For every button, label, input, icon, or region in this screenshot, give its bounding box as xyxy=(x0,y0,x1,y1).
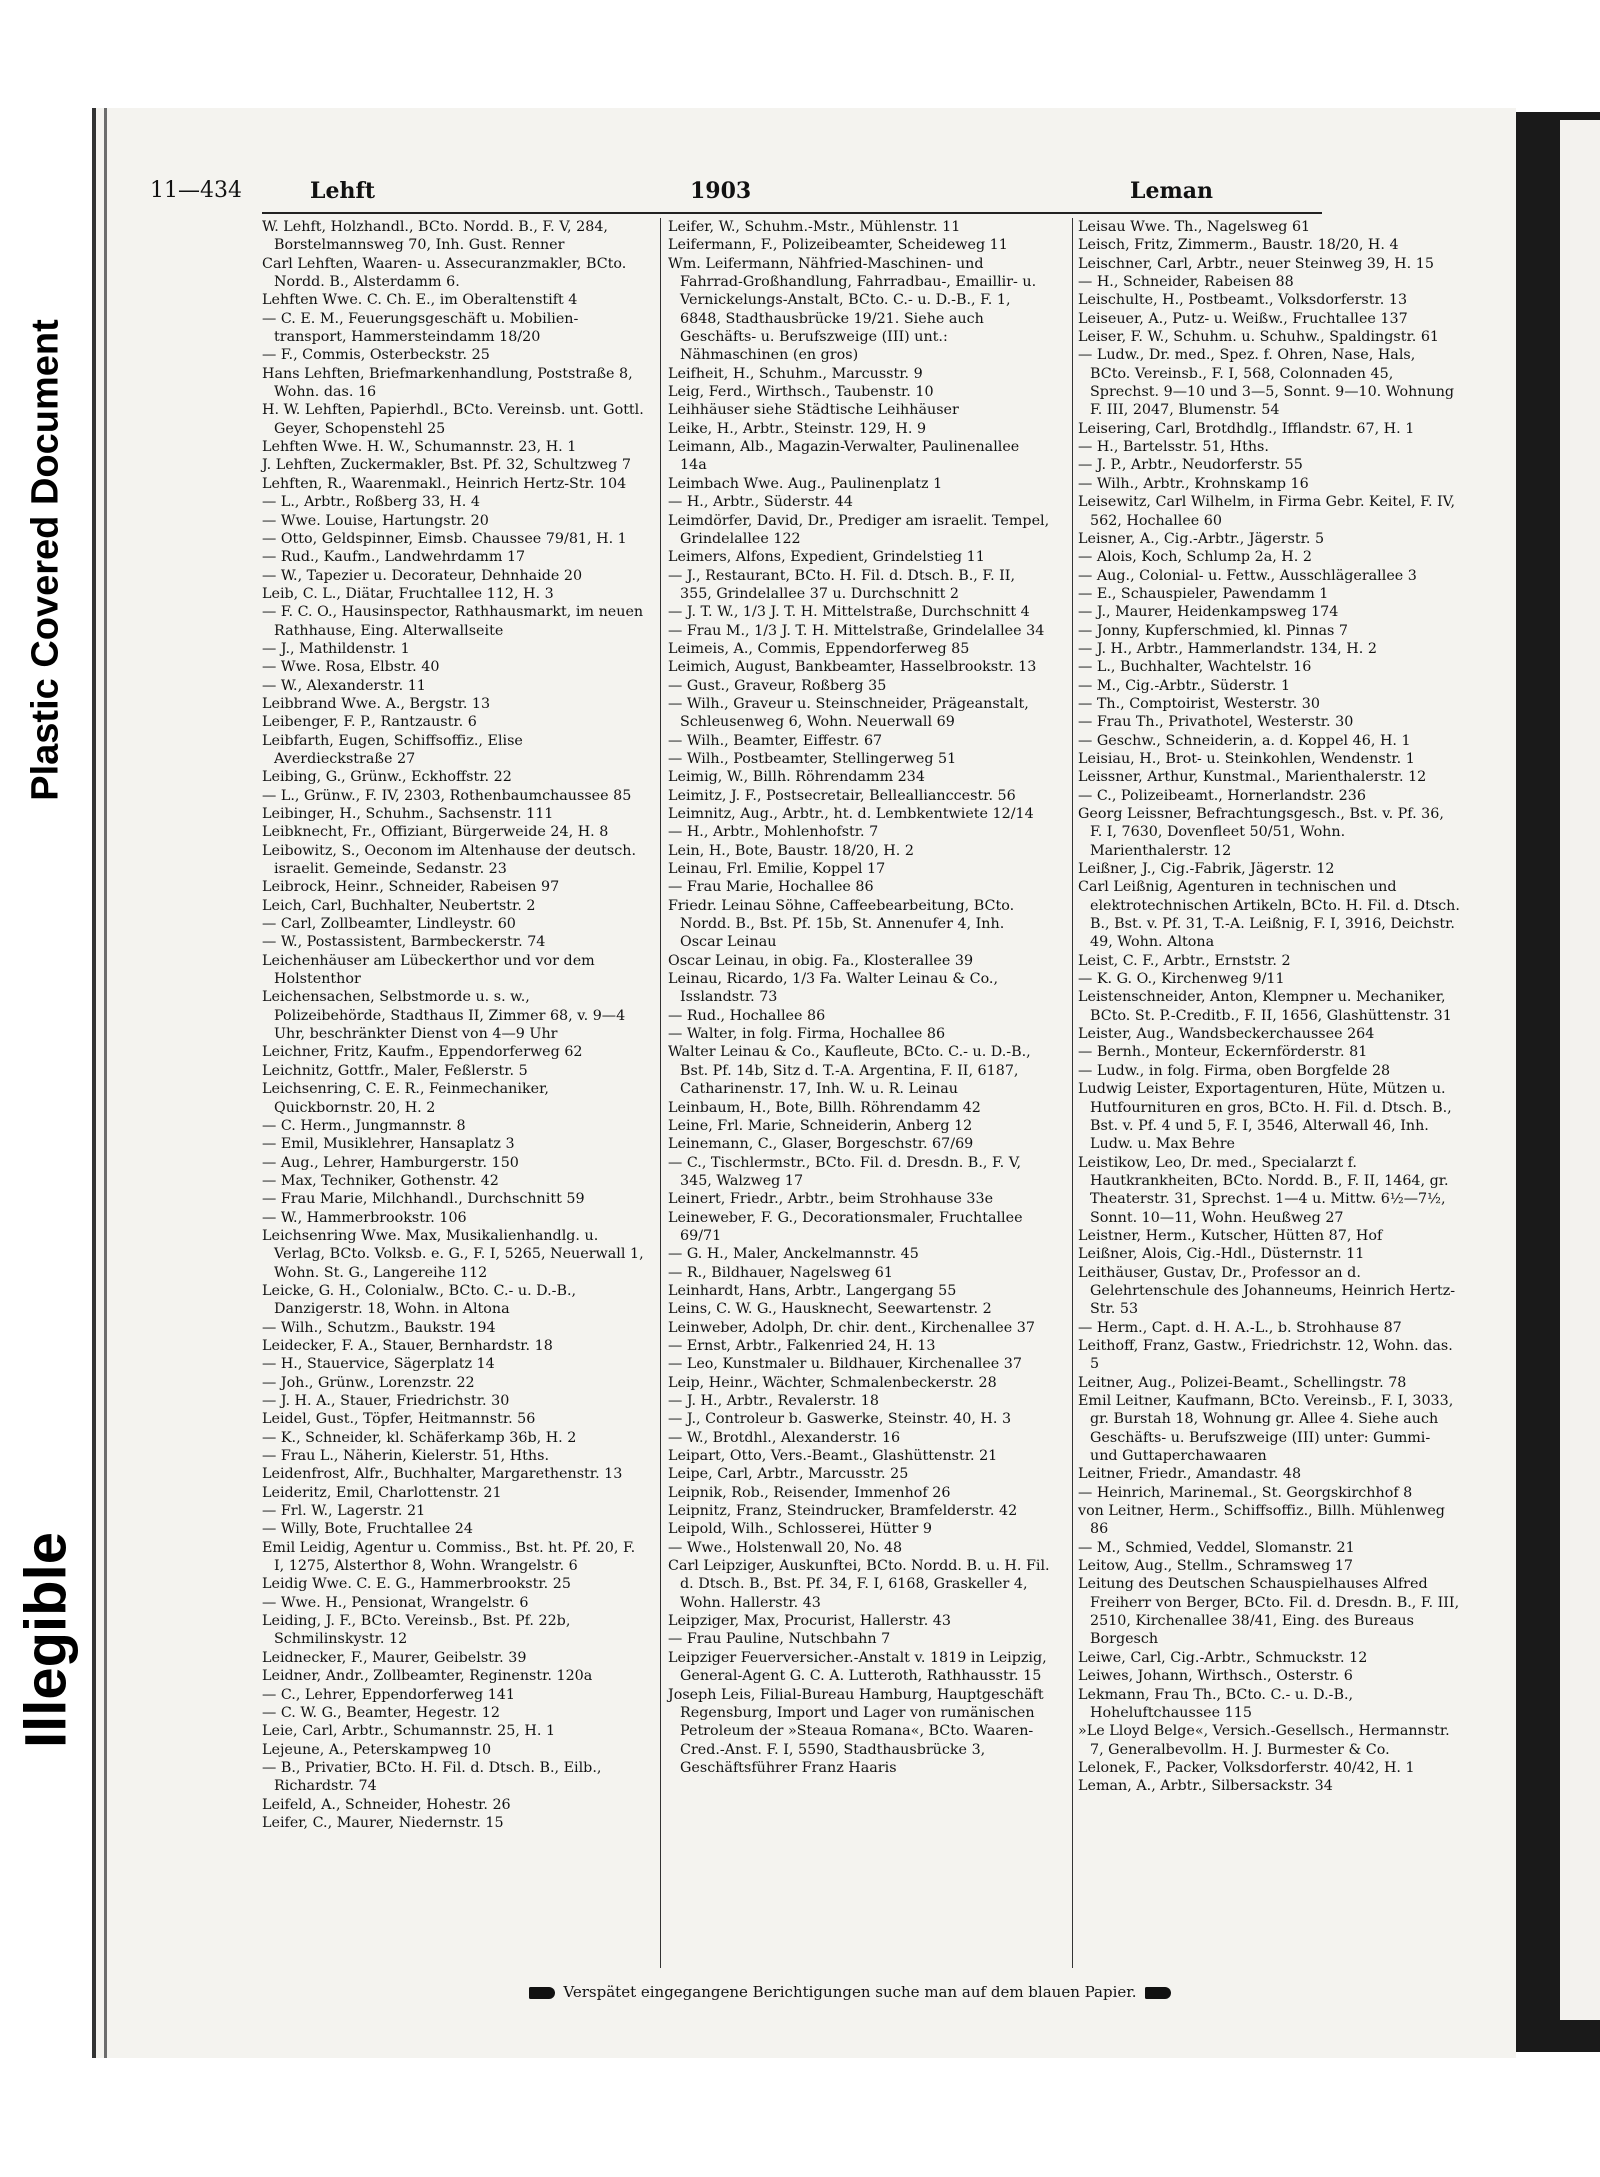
directory-entry: — Heinrich, Marinemal., St. Georgskirchhof 8 xyxy=(1078,1484,1413,1501)
directory-entry: Leithoff, Franz, Gastw., Friedrichstr. 12, Wohn. das. 5 xyxy=(1078,1337,1453,1373)
directory-entry: Leinbaum, H., Bote, Billh. Röhrendamm 42 xyxy=(668,1099,981,1116)
directory-entry: — Max, Techniker, Gothenstr. 42 xyxy=(262,1172,499,1189)
directory-entry: Lehften Wwe. H. W., Schumannstr. 23, H. 1 xyxy=(262,439,577,456)
directory-entry: — R., Bildhauer, Nagelsweg 61 xyxy=(668,1264,893,1281)
directory-entry: Leins, C. W. G., Hausknecht, Seewartenstr. 2 xyxy=(668,1301,992,1318)
directory-entry: — M., Cig.-Arbtr., Süderstr. 1 xyxy=(1078,677,1291,694)
footer-note: Verspätet eingegangene Berichtigungen suche man auf dem blauen Papier. xyxy=(563,1983,1137,2001)
directory-entry: Leiseuer, A., Putz- u. Weißw., Fruchtallee 137 xyxy=(1078,310,1408,327)
directory-entry: Emil Leidig, Agentur u. Commiss., Bst. ht. Pf. 20, F. I, 1275, Alsterthor 8, Wohn. Wrangelstr. 6 xyxy=(262,1539,636,1575)
page-number: 11—434 xyxy=(150,178,242,203)
directory-entry: — C., Lehrer, Eppendorferweg 141 xyxy=(262,1686,515,1703)
directory-entry: Carl Lehften, Waaren- u. Assecuranzmakler, BCto. Nordd. B., Alsterdamm 6. xyxy=(262,255,627,291)
directory-entry: Leike, H., Arbtr., Steinstr. 129, H. 9 xyxy=(668,420,927,437)
directory-entry: — L., Grünw., F. IV, 2303, Rothenbaumchaussee 85 xyxy=(262,787,632,804)
directory-entry: Lejeune, A., Peterskampweg 10 xyxy=(262,1741,492,1758)
directory-entry: Emil Leitner, Kaufmann, BCto. Vereinsb., F. I, 3033, gr. Burstah 18, Wohnung gr. Allee 4. Siehe auch Geschäfts- u. Berufszweige (III) unter: Gummi- und Guttaperchawaaren xyxy=(1078,1393,1454,1465)
directory-entry: Leibinger, H., Schuhm., Sachsenstr. 111 xyxy=(262,806,554,822)
directory-entry: — Leo, Kunstmaler u. Bildhauer, Kirchenallee 37 xyxy=(668,1356,1023,1373)
directory-entry: Leipold, Wilh., Schlosserei, Hütter 9 xyxy=(668,1521,932,1538)
directory-entry: Leisiau, H., Brot- u. Steinkohlen, Wendenstr. 1 xyxy=(1078,750,1415,767)
directory-entry: — Willy, Bote, Fruchtallee 24 xyxy=(262,1521,473,1538)
directory-entry: Leiser, F. W., Schuhm. u. Schuhw., Spaldingstr. 61 xyxy=(1078,329,1440,346)
directory-entry: — Wilh., Schutzm., Baukstr. 194 xyxy=(262,1319,496,1336)
directory-entry: Leißner, J., Cig.-Fabrik, Jägerstr. 12 xyxy=(1078,861,1335,878)
directory-entry: Joseph Leis, Filial-Bureau Hamburg, Hauptgeschäft Regensburg, Import und Lager von rumänischen Petroleum der »Steaua Romana«, BCto. Waaren-Cred.-Anst. F. I, 5590, Stadthausbrücke 3, Geschäftsführer Franz Haaris xyxy=(668,1686,1044,1776)
directory-entry: Leimeis, A., Commis, Eppendorferweg 85 xyxy=(668,640,970,657)
pointing-hand-icon xyxy=(529,1987,555,1999)
directory-entry: — B., Privatier, BCto. H. Fil. d. Dtsch. B., Eilb., Richardstr. 74 xyxy=(262,1759,602,1795)
directory-entry: Leip, Heinr., Wächter, Schmalenbeckerstr. 28 xyxy=(668,1374,997,1391)
directory-entry: Leibfarth, Eugen, Schiffsoffiz., Elise Averdieckstraße 27 xyxy=(262,732,523,767)
directory-entry: — F., Commis, Osterbeckstr. 25 xyxy=(262,347,490,364)
directory-entry: Leifer, C., Maurer, Niedernstr. 15 xyxy=(262,1814,504,1831)
directory-entry: — W., Tapezier u. Decorateur, Dehnhaide 20 xyxy=(262,567,583,584)
directory-entry: Leisewitz, Carl Wilhelm, in Firma Gebr. Keitel, F. IV, 562, Hochallee 60 xyxy=(1078,494,1456,529)
directory-entry: Leitner, Aug., Polizei-Beamt., Schellingstr. 78 xyxy=(1078,1374,1407,1391)
directory-entry: — Joh., Grünw., Lorenzstr. 22 xyxy=(262,1374,475,1391)
directory-entry: — Gust., Graveur, Roßberg 35 xyxy=(668,677,887,694)
page-header xyxy=(150,178,1322,208)
directory-entry: Leidig Wwe. C. E. G., Hammerbrookstr. 25 xyxy=(262,1576,571,1593)
directory-entry: Wm. Leifermann, Nähfried-Maschinen- und Fahrrad-Großhandlung, Fahrradbau-, Emaillir- u. Vernickelungs-Anstalt, BCto. C.- u. D.-B., F. 1, 6848, Stadthausbrücke 19/21. Siehe auch Geschäfts- u. Berufszweige (III) unt.: Nähmaschinen (en gros) xyxy=(668,255,1037,364)
directory-entry: Leineweber, F. G., Decorationsmaler, Fruchtallee 69/71 xyxy=(668,1209,1023,1244)
directory-entry: — K. G. O., Kirchenweg 9/11 xyxy=(1078,971,1285,988)
directory-entry: Leiwes, Johann, Wirthsch., Osterstr. 6 xyxy=(1078,1668,1353,1685)
directory-entry: Leipnitz, Franz, Steindrucker, Bramfelderstr. 42 xyxy=(668,1503,1018,1520)
directory-entry: Leimann, Alb., Magazin-Verwalter, Paulinenallee 14a xyxy=(668,439,1020,474)
directory-entry: Leimnitz, Aug., Arbtr., ht. d. Lembkentwiete 12/14 xyxy=(668,806,1034,822)
directory-entry: — Aug., Lehrer, Hamburgerstr. 150 xyxy=(262,1154,519,1171)
column-divider xyxy=(1072,218,1073,1968)
page-footer xyxy=(480,1983,1220,2007)
directory-entry: — C. Herm., Jungmannstr. 8 xyxy=(262,1117,466,1134)
directory-entry: — Frau Pauline, Nutschbahn 7 xyxy=(668,1631,891,1648)
directory-entry: — Frau L., Näherin, Kielerstr. 51, Hths. xyxy=(262,1448,550,1465)
directory-entry: Leibenger, F. P., Rantzaustr. 6 xyxy=(262,714,477,731)
directory-entry: — Wwe. Rosa, Elbstr. 40 xyxy=(262,659,440,676)
directory-entry: Carl Leißnig, Agenturen in technischen und elektrotechnischen Artikeln, BCto. H. Fil. d. Dtsch. B., Bst. v. Pf. 31, T.-A. Leißnig, F. I, 3916, Deichstr. 49, Wohn. Altona xyxy=(1078,879,1460,951)
directory-entry: Lelonek, F., Packer, Volksdorferstr. 40/42, H. 1 xyxy=(1078,1759,1415,1776)
directory-entry: Lehften, R., Waarenmakl., Heinrich Hertz-Str. 104 xyxy=(262,475,627,492)
directory-entry: Leinert, Friedr., Arbtr., beim Strohhause 33e xyxy=(668,1191,994,1208)
directory-entry: — Bernh., Monteur, Eckernförderstr. 81 xyxy=(1078,1044,1368,1061)
directory-entry: — Wilh., Graveur u. Steinschneider, Prägeanstalt, Schleusenweg 6, Wohn. Neuerwall 69 xyxy=(668,695,1029,731)
column-2 xyxy=(668,218,1050,1777)
directory-entry: — Emil, Musiklehrer, Hansaplatz 3 xyxy=(262,1136,515,1153)
directory-entry: Leibbrand Wwe. A., Bergstr. 13 xyxy=(262,695,491,712)
directory-entry: Leinweber, Adolph, Dr. chir. dent., Kirchenallee 37 xyxy=(668,1319,1035,1336)
directory-entry: — Wwe. Louise, Hartungstr. 20 xyxy=(262,512,489,529)
directory-entry: Leie, Carl, Arbtr., Schumannstr. 25, H. 1 xyxy=(262,1723,556,1740)
directory-entry: Leisering, Carl, Brotdhdlg., Ifflandstr. 67, H. 1 xyxy=(1078,420,1415,437)
directory-entry: Leifeld, A., Schneider, Hohestr. 26 xyxy=(262,1796,511,1813)
directory-entry: Leisner, A., Cig.-Arbtr., Jägerstr. 5 xyxy=(1078,530,1325,547)
directory-entry: — L., Buchhalter, Wachtelstr. 16 xyxy=(1078,659,1312,676)
directory-entry: Leidenfrost, Alfr., Buchhalter, Margarethenstr. 13 xyxy=(262,1466,623,1483)
directory-entry: — Otto, Geldspinner, Eimsb. Chaussee 79/81, H. 1 xyxy=(262,530,627,547)
directory-entry: — Th., Comptoirist, Westerstr. 30 xyxy=(1078,695,1320,712)
directory-entry: — Walter, in folg. Firma, Hochallee 86 xyxy=(668,1026,946,1043)
directory-entry: — Wwe., Holstenwall 20, No. 48 xyxy=(668,1539,903,1556)
directory-entry: Leipziger, Max, Procurist, Hallerstr. 43 xyxy=(668,1613,951,1630)
directory-entry: Leibknecht, Fr., Offiziant, Bürgerweide 24, H. 8 xyxy=(262,824,609,841)
directory-entry: Leimers, Alfons, Expedient, Grindelstieg 11 xyxy=(668,549,985,566)
directory-entry: — Carl, Zollbeamter, Lindleystr. 60 xyxy=(262,916,516,933)
directory-entry: Leißner, Alois, Cig.-Hdl., Düsternstr. 11 xyxy=(1078,1246,1365,1263)
scan-margin xyxy=(0,0,92,2177)
directory-entry: Leipe, Carl, Arbtr., Marcusstr. 25 xyxy=(668,1466,909,1483)
directory-entry: — Wilh., Arbtr., Krohnskamp 16 xyxy=(1078,475,1309,492)
directory-entry: — L., Arbtr., Roßberg 33, H. 4 xyxy=(262,494,480,511)
directory-entry: Leipnik, Rob., Reisender, Immenhof 26 xyxy=(668,1484,951,1501)
directory-entry: — Frau Marie, Milchhandl., Durchschnitt 59 xyxy=(262,1191,585,1208)
directory-entry: Leischulte, H., Postbeamt., Volksdorferstr. 13 xyxy=(1078,292,1408,309)
directory-entry: Georg Leissner, Befrachtungsgesch., Bst. v. Pf. 36, F. I, 7630, Dovenfleet 50/51, Wohn. Marienthalerstr. 12 xyxy=(1078,806,1444,859)
directory-entry: Leimich, August, Bankbeamter, Hasselbrookstr. 13 xyxy=(668,659,1037,676)
directory-entry: — W., Hammerbrookstr. 106 xyxy=(262,1209,467,1226)
directory-entry: Leitow, Aug., Stellm., Schramsweg 17 xyxy=(1078,1558,1354,1575)
directory-entry: Leitung des Deutschen Schauspielhauses Alfred Freiherr von Berger, BCto. Fil. d. Dresdn. B., F. III, 2510, Kirchenallee 38/41, Eing. des Bureaus Borgesch xyxy=(1078,1576,1460,1648)
directory-entry: — M., Schmied, Veddel, Slomanstr. 21 xyxy=(1078,1539,1355,1556)
directory-entry: Leinau, Ricardo, 1/3 Fa. Walter Leinau & Co., Isslandstr. 73 xyxy=(668,971,999,1006)
directory-entry: Leimdörfer, David, Dr., Prediger am israelit. Tempel, Grindelallee 122 xyxy=(668,512,1050,547)
directory-entry: Leipziger Feuerversicher.-Anstalt v. 1819 in Leipzig, General-Agent G. C. A. Lutteroth, Rathhausstr. 15 xyxy=(668,1649,1047,1685)
directory-entry: — Wilh., Beamter, Eiffestr. 67 xyxy=(668,732,883,749)
directory-entry: Lekmann, Frau Th., BCto. C.- u. D.-B., Hoheluftchaussee 115 xyxy=(1078,1686,1354,1721)
pointing-hand-icon xyxy=(1145,1987,1171,1999)
directory-entry: — J., Controleur b. Gaswerke, Steinstr. 40, H. 3 xyxy=(668,1411,1012,1428)
directory-entry: Leich, Carl, Buchhalter, Neubertstr. 2 xyxy=(262,897,536,914)
directory-entry: »Le Lloyd Belge«, Versich.-Gesellsch., Hermannstr. 7, Generalbevollm. H. J. Burmester & Co. xyxy=(1078,1723,1450,1758)
directory-entry: Leibrock, Heinr., Schneider, Rabeisen 97 xyxy=(262,879,560,896)
directory-entry: Leichner, Fritz, Kaufm., Eppendorferweg 62 xyxy=(262,1044,583,1061)
directory-entry: Leig, Ferd., Wirthsch., Taubenstr. 10 xyxy=(668,384,934,401)
directory-entry: — F. C. O., Hausinspector, Rathhausmarkt, im neuen Rathhause, Eing. Alterwallseite xyxy=(262,604,644,639)
directory-entry: — Rud., Kaufm., Landwehrdamm 17 xyxy=(262,549,526,566)
directory-entry: — J., Restaurant, BCto. H. Fil. d. Dtsch. B., F. II, 355, Grindelallee 37 u. Durchschnitt 2 xyxy=(668,567,1015,602)
directory-entry: Leib, C. L., Diätar, Fruchtallee 112, H. 3 xyxy=(262,585,554,602)
directory-entry: — Ludw., in folg. Firma, oben Borgfelde 28 xyxy=(1078,1062,1391,1079)
header-rule xyxy=(262,212,1322,214)
directory-entry: Leipart, Otto, Vers.-Beamt., Glashüttenstr. 21 xyxy=(668,1448,998,1465)
directory-entry: Leitner, Friedr., Amandastr. 48 xyxy=(1078,1466,1302,1483)
directory-entry: Oscar Leinau, in obig. Fa., Klosterallee 39 xyxy=(668,952,974,969)
directory-entry: H. W. Lehften, Papierhdl., BCto. Vereinsb. unt. Gottl. Geyer, Schopenstehl 25 xyxy=(262,402,644,437)
directory-entry: — Ludw., Dr. med., Spez. f. Ohren, Nase, Hals, BCto. Vereinsb., F. I, 568, Colonnaden 45, Sprechst. 9—10 und 3—5, Sonnt. 9—10. Wohnung F. III, 2047, Blumenstr. 54 xyxy=(1078,347,1455,419)
directory-entry: Ludwig Leister, Exportagenturen, Hüte, Mützen u. Hutfournituren en gros, BCto. H. Fil. d. Dtsch. B., Bst. v. Pf. 4 und 5, F. I, 3546, Alterwall 46, Inh. Ludw. u. Max Behre xyxy=(1078,1081,1452,1153)
directory-entry: Lehften Wwe. C. Ch. E., im Oberaltenstift 4 xyxy=(262,292,578,309)
directory-entry: — Jonny, Kupferschmied, kl. Pinnas 7 xyxy=(1078,622,1348,639)
directory-entry: — J., Mathildenstr. 1 xyxy=(262,640,410,657)
header-first-name: Lehft xyxy=(310,178,376,204)
directory-entry: — Geschw., Schneiderin, a. d. Koppel 46, H. 1 xyxy=(1078,732,1411,749)
plastic-covered-stamp: Plastic Covered Document xyxy=(24,319,67,801)
directory-entry: Leistner, Herm., Kutscher, Hütten 87, Hof xyxy=(1078,1227,1383,1244)
directory-entry: — Alois, Koch, Schlump 2a, H. 2 xyxy=(1078,549,1312,566)
directory-entry: Leinemann, C., Glaser, Borgeschstr. 67/69 xyxy=(668,1136,974,1153)
directory-entry: Leistenschneider, Anton, Klempner u. Mechaniker, BCto. St. P.-Creditb., F. II, 1656, Glashüttenstr. 31 xyxy=(1078,989,1452,1024)
directory-entry: Leinau, Frl. Emilie, Koppel 17 xyxy=(668,861,886,878)
directory-entry: Leimbach Wwe. Aug., Paulinenplatz 1 xyxy=(668,475,943,492)
directory-entry: — Frau Th., Privathotel, Westerstr. 30 xyxy=(1078,714,1354,731)
directory-entry: — Frau M., 1/3 J. T. H. Mittelstraße, Grindelallee 34 xyxy=(668,622,1045,639)
column-3 xyxy=(1078,218,1460,1796)
column-divider xyxy=(660,218,661,1968)
directory-entry: — J. P., Arbtr., Neudorferstr. 55 xyxy=(1078,457,1303,474)
directory-entry: Leibing, G., Grünw., Eckhoffstr. 22 xyxy=(262,769,512,786)
directory-entry: — H., Stauervice, Sägerplatz 14 xyxy=(262,1356,495,1373)
directory-entry: — W., Postassistent, Barmbeckerstr. 74 xyxy=(262,934,546,951)
directory-entry: — W., Alexanderstr. 11 xyxy=(262,677,426,694)
directory-entry: — H., Arbtr., Mohlenhofstr. 7 xyxy=(668,824,879,841)
directory-entry: — J., Maurer, Heidenkampsweg 174 xyxy=(1078,604,1339,621)
directory-entry: Leidner, Andr., Zollbeamter, Reginenstr. 120a xyxy=(262,1668,593,1685)
directory-entry: Leithäuser, Gustav, Dr., Professor an d. Gelehrtenschule des Johanneums, Heinrich Hertz-Str. 53 xyxy=(1078,1264,1456,1318)
directory-entry: Leister, Aug., Wandsbeckerchaussee 264 xyxy=(1078,1026,1375,1043)
illegible-stamp: Illegible xyxy=(13,1532,79,1748)
directory-entry: Leichenhäuser am Lübeckerthor und vor dem Holstenthor xyxy=(262,952,595,988)
next-page-edge xyxy=(1560,120,1600,2020)
directory-entry: — C., Tischlermstr., BCto. Fil. d. Dresdn. B., F. V, 345, Walzweg 17 xyxy=(668,1154,1022,1189)
directory-entry: — Frau Marie, Hochallee 86 xyxy=(668,879,874,896)
directory-entry: — J. H. A., Stauer, Friedrichstr. 30 xyxy=(262,1393,510,1409)
directory-entry: — E., Schauspieler, Pawendamm 1 xyxy=(1078,585,1329,602)
directory-entry: Leimitz, J. F., Postsecretair, Belleallianccestr. 56 xyxy=(668,787,1016,804)
directory-entry: — Wilh., Postbeamter, Stellingerweg 51 xyxy=(668,750,957,767)
directory-entry: Leisch, Fritz, Zimmerm., Baustr. 18/20, H. 4 xyxy=(1078,237,1399,254)
directory-entry: — Frl. W., Lagerstr. 21 xyxy=(262,1503,426,1520)
directory-entry: Leichensachen, Selbstmorde u. s. w., Polizeibehörde, Stadthaus II, Zimmer 68, v. 9—4 Uhr, beschränkter Dienst von 4—9 Uhr xyxy=(262,989,626,1043)
header-year: 1903 xyxy=(690,178,752,204)
directory-entry: Leine, Frl. Marie, Schneiderin, Anberg 12 xyxy=(668,1117,973,1134)
directory-entry: Leideritz, Emil, Charlottenstr. 21 xyxy=(262,1484,502,1501)
directory-entry: Leifheit, H., Schuhm., Marcusstr. 9 xyxy=(668,365,923,382)
directory-entry: J. Lehften, Zuckermakler, Bst. Pf. 32, Schultzweg 7 xyxy=(262,457,631,474)
directory-entry: Leicke, G. H., Colonialw., BCto. C.- u. D.-B., Danzigerstr. 18, Wohn. in Altona xyxy=(262,1282,577,1318)
directory-entry: — H., Bartelsstr. 51, Hths. xyxy=(1078,439,1269,456)
directory-entry: Leiwe, Carl, Cig.-Arbtr., Schmuckstr. 12 xyxy=(1078,1649,1368,1666)
directory-entry: — C. E. M., Feuerungsgeschäft u. Mobilien-transport, Hammersteindamm 18/20 xyxy=(262,310,579,346)
directory-entry: Leichnitz, Gottfr., Maler, Feßlerstr. 5 xyxy=(262,1062,528,1079)
directory-entry: Leist, C. F., Arbtr., Ernststr. 2 xyxy=(1078,952,1291,969)
column-1 xyxy=(262,218,644,1832)
directory-entry: — J. H., Arbtr., Hammerlandstr. 134, H. 2 xyxy=(1078,640,1377,657)
directory-entry: Leman, A., Arbtr., Silbersackstr. 34 xyxy=(1078,1778,1333,1795)
directory-entry: Leifermann, F., Polizeibeamter, Scheideweg 11 xyxy=(668,237,1008,254)
directory-entry: — J. T. W., 1/3 J. T. H. Mittelstraße, Durchschnitt 4 xyxy=(668,604,1030,621)
directory-entry: Leissner, Arthur, Kunstmal., Marienthalerstr. 12 xyxy=(1078,769,1427,786)
directory-entry: — Ernst, Arbtr., Falkenried 24, H. 13 xyxy=(668,1337,936,1354)
directory-entry: Leiding, J. F., BCto. Vereinsb., Bst. Pf. 22b, Schmilinskystr. 12 xyxy=(262,1613,571,1648)
directory-entry: Carl Leipziger, Auskunftei, BCto. Nordd. B. u. H. Fil. d. Dtsch. B., Bst. Pf. 34, F. I, 6168, Graskeller 4, Wohn. Hallerstr. 43 xyxy=(668,1558,1050,1611)
directory-entry: Leidecker, F. A., Stauer, Bernhardstr. 18 xyxy=(262,1337,553,1354)
directory-entry: von Leitner, Herm., Schiffsoffiz., Billh. Mühlenweg 86 xyxy=(1078,1503,1445,1538)
directory-entry: Lein, H., Bote, Baustr. 18/20, H. 2 xyxy=(668,842,914,859)
directory-entry: Leischner, Carl, Arbtr., neuer Steinweg 39, H. 15 xyxy=(1078,255,1434,272)
directory-entry: — H., Arbtr., Süderstr. 44 xyxy=(668,494,853,511)
directory-entry: — C., Polizeibeamt., Hornerlandstr. 236 xyxy=(1078,787,1366,804)
directory-entry: Leichsenring, C. E. R., Feinmechaniker, Quickbornstr. 20, H. 2 xyxy=(262,1081,549,1116)
directory-entry: — Herm., Capt. d. H. A.-L., b. Strohhause 87 xyxy=(1078,1319,1402,1336)
directory-entry: W. Lehft, Holzhandl., BCto. Nordd. B., F. V, 284, Borstelmannsweg 70, Inh. Gust. Renner xyxy=(262,219,608,254)
directory-entry: — G. H., Maler, Anckelmannstr. 45 xyxy=(668,1246,919,1263)
directory-entry: — J. H., Arbtr., Revalerstr. 18 xyxy=(668,1393,879,1409)
directory-entry: Leihhäuser siehe Städtische Leihhäuser xyxy=(668,402,959,419)
directory-entry: Leibowitz, S., Oeconom im Altenhause der deutsch. israelit. Gemeinde, Sedanstr. 23 xyxy=(262,842,637,878)
directory-entry: Walter Leinau & Co., Kaufleute, BCto. C.- u. D.-B., Bst. Pf. 14b, Sitz d. T.-A. Argentina, F. II, 6187, Catharinenstr. 17, Inh. W. u. R. Leinau xyxy=(668,1044,1031,1098)
directory-entry: — H., Schneider, Rabeisen 88 xyxy=(1078,274,1294,291)
directory-entry: Leidel, Gust., Töpfer, Heitmannstr. 56 xyxy=(262,1411,536,1428)
directory-entry: Leifer, W., Schuhm.-Mstr., Mühlenstr. 11 xyxy=(668,219,961,235)
directory-entry: Leimig, W., Billh. Röhrendamm 234 xyxy=(668,769,925,786)
directory-entry: — Aug., Colonial- u. Fettw., Ausschlägerallee 3 xyxy=(1078,567,1417,584)
directory-entry: Leisau Wwe. Th., Nagelsweg 61 xyxy=(1078,219,1311,235)
directory-entry: Leinhardt, Hans, Arbtr., Langergang 55 xyxy=(668,1282,957,1299)
directory-entry: Friedr. Leinau Söhne, Caffeebearbeitung, BCto. Nordd. B., Bst. Pf. 15b, St. Annenufer 4, Inh. Oscar Leinau xyxy=(668,897,1015,951)
directory-entry: Leichsenring Wwe. Max, Musikalienhandlg. u. Verlag, BCto. Volksb. e. G., F. I, 5265, Neuerwall 1, Wohn. St. G., Langereihe 112 xyxy=(262,1227,644,1281)
directory-entry: Leidnecker, F., Maurer, Geibelstr. 39 xyxy=(262,1649,527,1666)
directory-entry: — Rud., Hochallee 86 xyxy=(668,1007,826,1024)
directory-entry: — C. W. G., Beamter, Hegestr. 12 xyxy=(262,1704,500,1721)
header-last-name: Leman xyxy=(1130,178,1213,204)
directory-entry: Leistikow, Leo, Dr. med., Specialarzt f. Hautkrankheiten, BCto. Nordd. B., F. II, 1464, gr. Theaterstr. 31, Sprechst. 1—4 u. Mittw. 6½—7½, Sonnt. 10—11, Wohn. Heußweg 27 xyxy=(1078,1154,1449,1226)
directory-entry: — W., Brotdhl., Alexanderstr. 16 xyxy=(668,1429,901,1446)
directory-entry: — K., Schneider, kl. Schäferkamp 36b, H. 2 xyxy=(262,1429,577,1446)
directory-entry: Hans Lehften, Briefmarkenhandlung, Poststraße 8, Wohn. das. 16 xyxy=(262,365,633,401)
directory-entry: — Wwe. H., Pensionat, Wrangelstr. 6 xyxy=(262,1594,529,1611)
